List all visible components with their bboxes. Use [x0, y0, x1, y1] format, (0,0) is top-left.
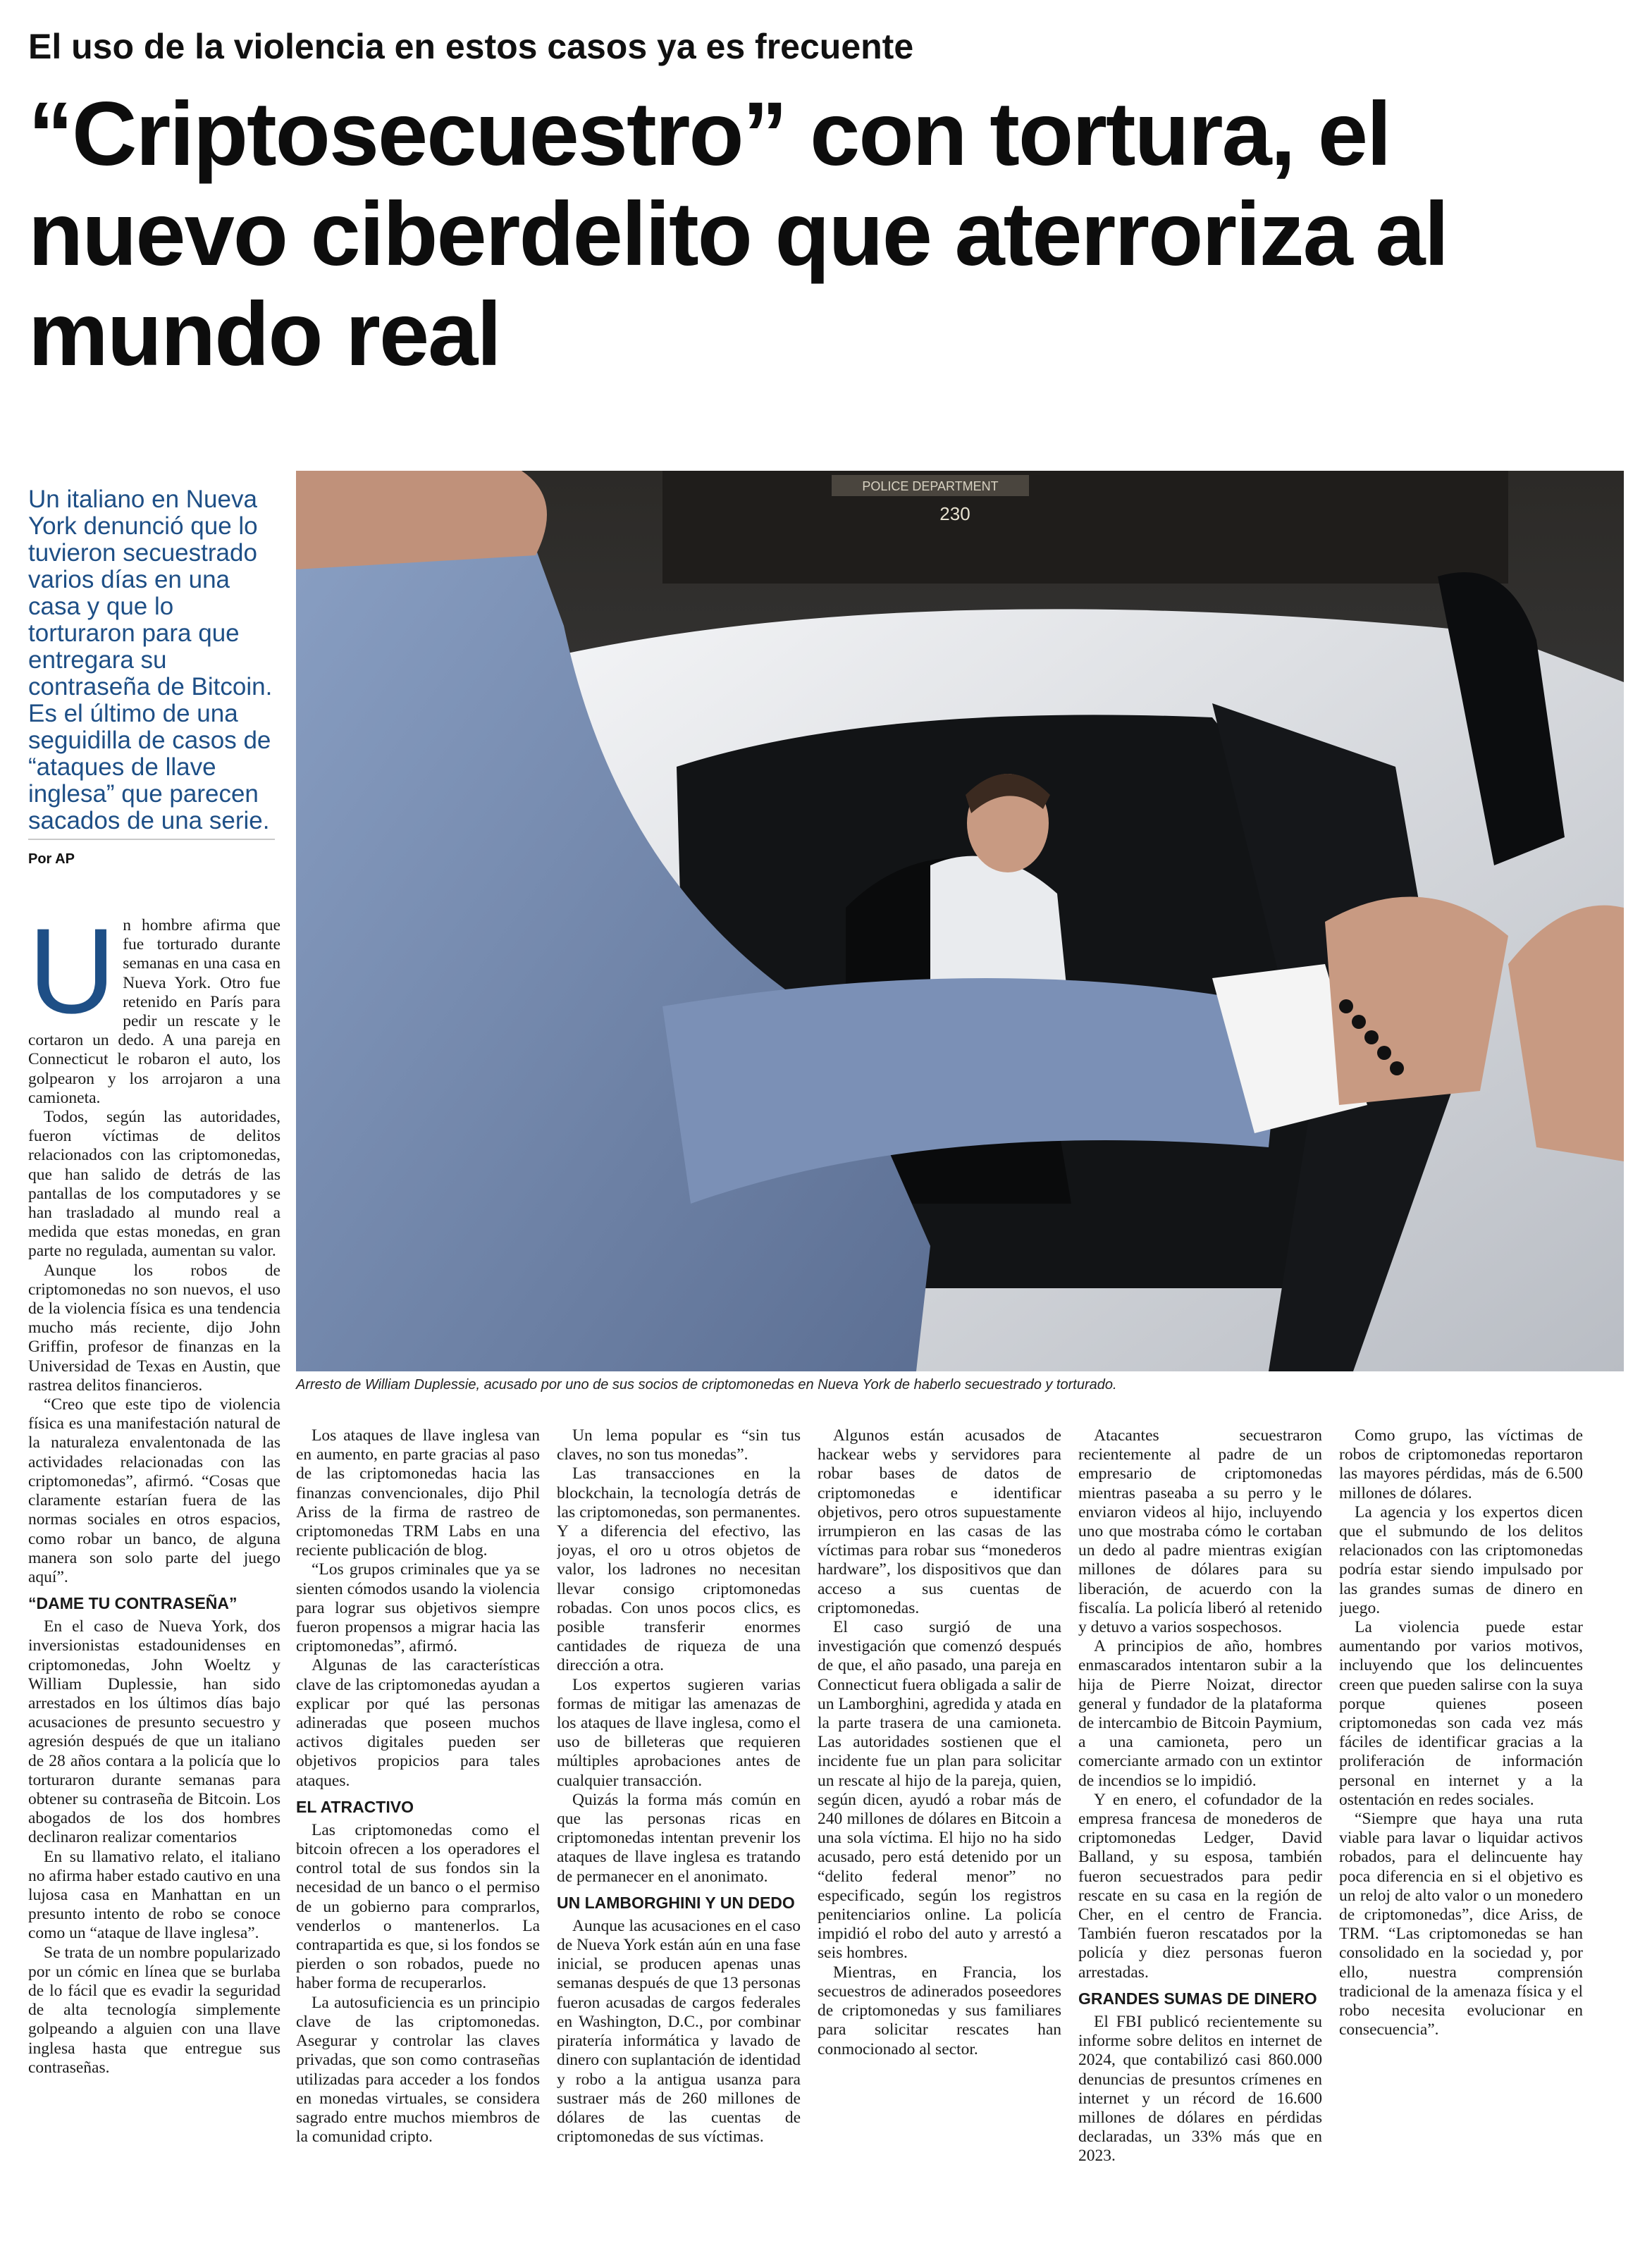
subheading: “DAME TU CONTRASEÑA”	[28, 1594, 238, 1613]
paragraph: La agencia y los expertos dicen que el submundo de los delitos relacionados con las criptomonedas podría estar siendo impulsado por las grandes sumas de dinero en juego.	[1339, 1502, 1583, 1617]
column-3	[557, 1426, 801, 2223]
paragraph: Se trata de un nombre popularizado por un cómic en línea que se burlaba de lo fácil que es evadir la seguridad de alta tecnología simplemente golpeando a alguien con una llave inglesa hasta que entregue sus contraseñas.	[28, 1943, 281, 2077]
paragraph: Aunque los robos de criptomonedas no son nuevos, el uso de la violencia física es una tendencia mucho más reciente, dijo John Griffin, profesor de finanzas en la Universidad de Texas en Austin, que rastrea delitos financieros.	[28, 1261, 281, 1395]
paragraph: Las transacciones en la blockchain, la tecnología detrás de las criptomonedas, son permanentes. Y a diferencia del efectivo, las joyas, el oro u otros objetos de valor, los ladrones no necesitan llevar consigo criptomonedas robadas. Con unos pocos clics, es posible transferir enormes cantidades de riqueza de una dirección a otra.	[557, 1464, 801, 1675]
paragraph: Quizás la forma más común en que las personas ricas en criptomonedas intentan prevenir los ataques de llave inglesa es tratando de permanecer en el anonimato.	[557, 1790, 801, 1886]
paragraph: Los ataques de llave inglesa van en aumento, en parte gracias al paso de las criptomonedas hacia las finanzas convencionales, dijo Phil Ariss de la firma de rastreo de criptomonedas TRM Labs en una reciente publicación de blog.	[296, 1426, 540, 1560]
deck-divider	[28, 839, 275, 840]
column-6	[1339, 1426, 1583, 2223]
paragraph: La violencia puede estar aumentando por varios motivos, incluyendo que los delincuentes creen que pueden salirse con la suya porque quienes poseen criptomonedas son cada vez más fáciles de identificar gracias a la proliferación de información personal en internet y a la ostentación en redes sociales.	[1339, 1618, 1583, 1809]
paragraph: A principios de año, hombres enmascarados intentaron subir a la hija de Pierre Noizat, director general y fundador de la plataforma de intercambio de Bitcoin Paymium, a una camioneta, pero un comerciante armado con un extintor de incendios se lo impidió.	[1078, 1637, 1322, 1790]
arrest-photo-illustration	[296, 471, 1624, 1371]
paragraph: Y en enero, el cofundador de la empresa francesa de monederos de criptomonedas Ledger, David Balland, y su esposa, también fueron secuestrados para pedir rescate en su casa en la región de Cher, en el centro de Francia. También fueron rescatados por la policía y diez personas fueron arrestadas.	[1078, 1790, 1322, 1982]
column-2	[296, 1426, 540, 2223]
byline: Por AP	[28, 851, 75, 867]
column-1	[28, 916, 281, 2227]
paragraph: Como grupo, las víctimas de robos de criptomonedas reportaron las mayores pérdidas, más de 6.500 millones de dólares.	[1339, 1426, 1583, 1502]
building-number: 230	[939, 503, 970, 524]
paragraph: Algunas de las características clave de las criptomonedas ayudan a explicar por qué las personas adineradas que poseen muchos activos digitales pueden ser objetivos propicios para tales ataques.	[296, 1656, 540, 1790]
column-5	[1078, 1426, 1322, 2223]
subheading: EL ATRACTIVO	[296, 1797, 414, 1816]
paragraph: “Siempre que haya una ruta viable para lavar o liquidar activos robados, para el delincuente hay poca diferencia en si el objetivo es un reloj de alto valor o un monedero de criptomonedas”, dice Ariss, de TRM. “Las criptomonedas se han consolidado en la sociedad y, por ello, nuestra comprensión tradicional de la amenaza física y el robo necesita evolucionar en consecuencia”.	[1339, 1810, 1583, 2039]
photo-caption: Arresto de William Duplessie, acusado por uno de sus socios de criptomonedas en Nueva York de haberlo secuestrado y torturado.	[296, 1377, 1117, 1393]
paragraph: Los expertos sugieren varias formas de mitigar las amenazas de los ataques de llave inglesa, como el uso de billeteras que requieren múltiples aprobaciones antes de cualquier transacción.	[557, 1675, 801, 1790]
paragraph: Todos, según las autoridades, fueron víctimas de delitos relacionados con las criptomonedas, que han salido de detrás de las pantallas de los computadores y se han trasladado al mundo real a medida que estas monedas, en gran parte no regulada, aumentan su valor.	[28, 1108, 281, 1261]
paragraph: En su llamativo relato, el italiano no afirma haber estado cautivo en una lujosa casa en Manhattan en un presunto intento de robo se conoce como un “ataque de llave inglesa”.	[28, 1847, 281, 1943]
subheading: UN LAMBORGHINI Y UN DEDO	[557, 1893, 795, 1912]
arrest-photo	[296, 471, 1624, 1371]
building-sign: POLICE DEPARTMENT	[862, 479, 999, 493]
paragraph: El FBI publicó recientemente su informe sobre delitos en internet de 2024, que contabilizó casi 860.000 denuncias de presuntos crímenes en internet y un récord de 16.600 millones de dólares en pérdidas declaradas, un 33% más que en 2023.	[1078, 2012, 1322, 2166]
paragraph: Las criptomonedas como el bitcoin ofrecen a los operadores el control total de sus fondos sin la necesidad de un banco o el permiso de un gobierno para comprarlos, venderlos o mantenerlos. La contrapartida es que, si los fondos se pierden o son robados, puede no haber forma de recuperarlos.	[296, 1820, 540, 1993]
column-4	[818, 1426, 1061, 2223]
paragraph: “Los grupos criminales que ya se sienten cómodos usando la violencia para lograr sus objetivos siempre fueron propensos a migrar hacia las criptomonedas”, afirmó.	[296, 1560, 540, 1656]
paragraph: Algunos están acusados de hackear webs y servidores para robar bases de datos de criptomonedas e identificar objetivos, pero otros supuestamente irrumpieron en las casas de las víctimas para robar sus “monederos hardware”, los dispositivos que dan acceso a sus cuentas de criptomonedas.	[818, 1426, 1061, 1617]
paragraph: El caso surgió de una investigación que comenzó después de que, el año pasado, una pareja en Connecticut fuera obligada a salir de un Lamborghini, agredida y atada en la parte trasera de una camioneta. Las autoridades sostienen que el incidente fue un plan para solicitar un rescate al hijo de la pareja, quien, según dicen, ayudó a robar más de 240 millones de dólares en Bitcoin a una sola víctima. El hijo no ha sido acusado, pero está detenido por un “delito federal menor” no especificado, según los registros penitenciarios online. La policía impidió el robo del auto y arrestó a seis hombres.	[818, 1618, 1061, 1963]
paragraph: Aunque las acusaciones en el caso de Nueva York están aún en una fase inicial, se producen apenas unas semanas después de que 13 personas fueron acusadas de cargos federales en Washington, D.C., por combinar piratería informática y lavado de dinero con suplantación de identidad y robo a la antigua usanza para sustraer más de 260 millones de dólares de las cuentas de criptomonedas de sus víctimas.	[557, 1916, 801, 2147]
paragraph: Atacantes secuestraron recientemente al padre de un empresario de criptomonedas mientras paseaba a su perro y le enviaron videos al hijo, incluyendo uno que mostraba cómo le cortaban un dedo al padre mientras exigían millones de dólares para su liberación, de acuerdo con la fiscalía. La policía liberó al retenido y detuvo a varios sospechosos.	[1078, 1426, 1322, 1637]
kicker: El uso de la violencia en estos casos ya es frecuente	[28, 27, 914, 66]
paragraph: n hombre afirma que fue torturado durante semanas en una casa en Nueva York. Otro fue retenido en París para pedir un rescate y le cortaron un dedo. A una pareja en Connecticut le robaron el auto, los golpearon y los arrojaron a una camioneta.	[28, 916, 281, 1107]
deck: Un italiano en Nueva York denunció que lo tuvieron secuestrado varios días en una casa y que lo torturaron para que entregara su contraseña de Bitcoin. Es el último de una seguidilla de casos de “ataques de llave inglesa” que parecen sacados de una serie.	[28, 486, 273, 834]
paragraph: “Creo que este tipo de violencia física es una manifestación natural de la naturaleza envalentonada de las actividades relacionadas con las criptomonedas”, afirmó. “Cosas que claramente estarían fuera de las normas sociales en otros espacios, como robar un banco, de alguna manera son solo parte del juego aquí”.	[28, 1395, 281, 1586]
drop-cap: U	[28, 916, 116, 1039]
paragraph: Un lema popular es “sin tus claves, no son tus monedas”.	[557, 1426, 801, 1464]
paragraph: La autosuficiencia es un principio clave de las criptomonedas. Asegurar y controlar las claves privadas, que son como contraseñas utilizadas para acceder a los fondos en monedas virtuales, se considera sagrado entre muchos miembros de la comunidad cripto.	[296, 1993, 540, 2147]
paragraph: En el caso de Nueva York, dos inversionistas estadounidenses en criptomonedas, John Woeltz y William Duplessie, han sido arrestados en los últimos días bajo acusaciones de presunto secuestro y agresión después de que un italiano de 28 años contara a la policía que lo torturaron durante semanas para obtener su contraseña de Bitcoin. Los abogados de los dos hombres declinaron realizar comentarios	[28, 1617, 281, 1847]
subheading: GRANDES SUMAS DE DINERO	[1078, 1989, 1317, 2008]
headline: “Criptosecuestro” con tortura, el nuevo ciberdelito que aterroriza al mundo real	[28, 84, 1448, 385]
paragraph: Mientras, en Francia, los secuestros de adinerados poseedores de criptomonedas y sus familiares para solicitar rescates han conmocionado al sector.	[818, 1963, 1061, 2058]
